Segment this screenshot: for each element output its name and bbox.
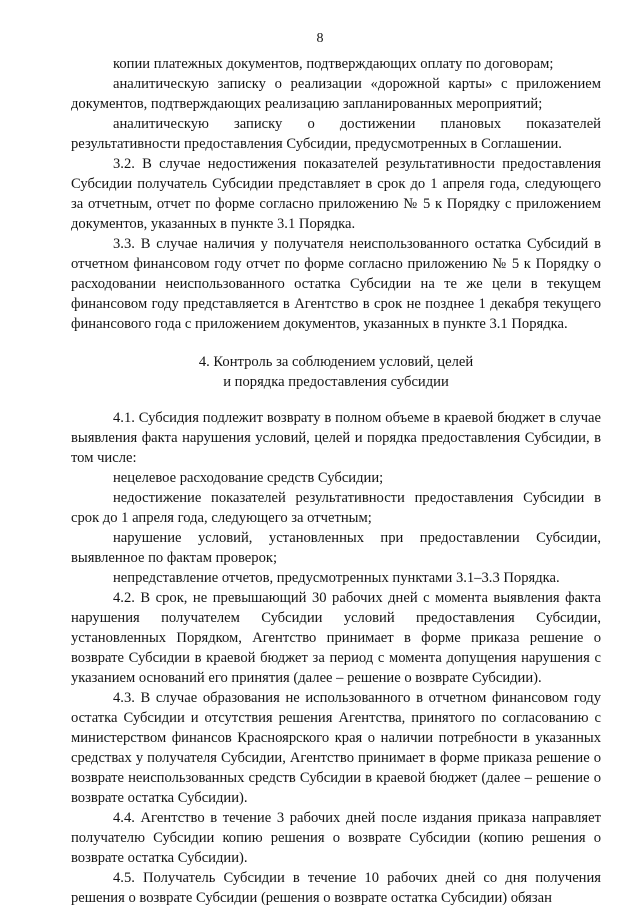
section-heading xyxy=(71,352,601,392)
paragraph-4-1: 4.1. Субсидия подлежит возврату в полном объеме в краевой бюджет в случае выявления факта нарушения условий, целей и порядка предоставления Субсидии, в том числе: xyxy=(71,410,601,466)
paragraph-4-2: 4.2. В срок, не превышающий 30 рабочих дней с момента выявления факта нарушения получателем Субсидии условий предоставления Субсидии, установленных Порядком, Агентство принимает в форме приказа решение о возврате Субсидии в краевой бюджет за период с момента допущения нарушения с указанием оснований его принятия (далее – решение о возврате Субсидии). xyxy=(71,590,601,686)
section-heading-line-1: 4. Контроль за соблюдением условий, целей xyxy=(198,354,474,370)
paragraph-3-3: 3.3. В случае наличия у получателя неиспользованного остатка Субсидий в отчетном финансовом году отчет по форме согласно приложению № 5 к Порядку о расходовании неиспользованного остатка Субсидии на те же цели в текущем финансовом году представляется в Агентство в срок не позднее 1 декабря текущего финансового года с приложением документов, указанных в пункте 3.1 Порядка. xyxy=(71,236,601,332)
paragraph-payment-docs: копии платежных документов, подтверждающих оплату по договорам; xyxy=(113,56,554,72)
list-item-indicators: недостижение показателей результативности предоставления Субсидии в срок до 1 апреля года, следующего за отчетным; xyxy=(71,490,601,526)
document-body xyxy=(71,54,601,908)
paragraph-4-4: 4.4. Агентство в течение 3 рабочих дней после издания приказа направляет получателю Субсидии копию решения о возврате Субсидии (копию решения о возврате остатка Субсидии). xyxy=(71,810,601,866)
page-number: 8 xyxy=(316,31,324,46)
paragraph-4-3: 4.3. В случае образования не использованного в отчетном финансовом году остатка Субсидии и отсутствия решения Агентства, принятого по согласованию с министерством финансов Красноярского края о наличии потребности в указанных средствах у получателя Субсидии, Агентство принимает в форме приказа решение о возврате неиспользованных средств Субсидии в краевой бюджет (далее – решение о возврате остатка Субсидии). xyxy=(71,690,601,806)
list-item-violation: нарушение условий, установленных при предоставлении Субсидии, выявленное по фактам проверок; xyxy=(71,530,601,566)
section-heading-line-2: и порядка предоставления субсидии xyxy=(223,374,449,390)
list-item-reports: непредставление отчетов, предусмотренных пунктами 3.1–3.3 Порядка. xyxy=(113,570,560,586)
list-item-misuse: нецелевое расходование средств Субсидии; xyxy=(113,470,384,486)
paragraph-4-5: 4.5. Получатель Субсидии в течение 10 рабочих дней со дня получения решения о возврате Субсидии (решения о возврате остатка Субсидии) обязан xyxy=(71,870,601,906)
paragraph-3-2: 3.2. В случае недостижения показателей результативности предоставления Субсидии получатель Субсидии представляет в срок до 1 апреля года, следующего за отчетным, отчет по форме согласно приложению № 5 к Порядку с приложением документов, указанных в пункте 3.1 Порядка. xyxy=(71,156,601,232)
paragraph-indicators-note: аналитическую записку о достижении плановых показателей результативности предоставления Субсидии, предусмотренных в Соглашении. xyxy=(71,116,601,152)
paragraph-roadmap-note: аналитическую записку о реализации «дорожной карты» с приложением документов, подтверждающих реализацию запланированных мероприятий; xyxy=(71,76,601,112)
